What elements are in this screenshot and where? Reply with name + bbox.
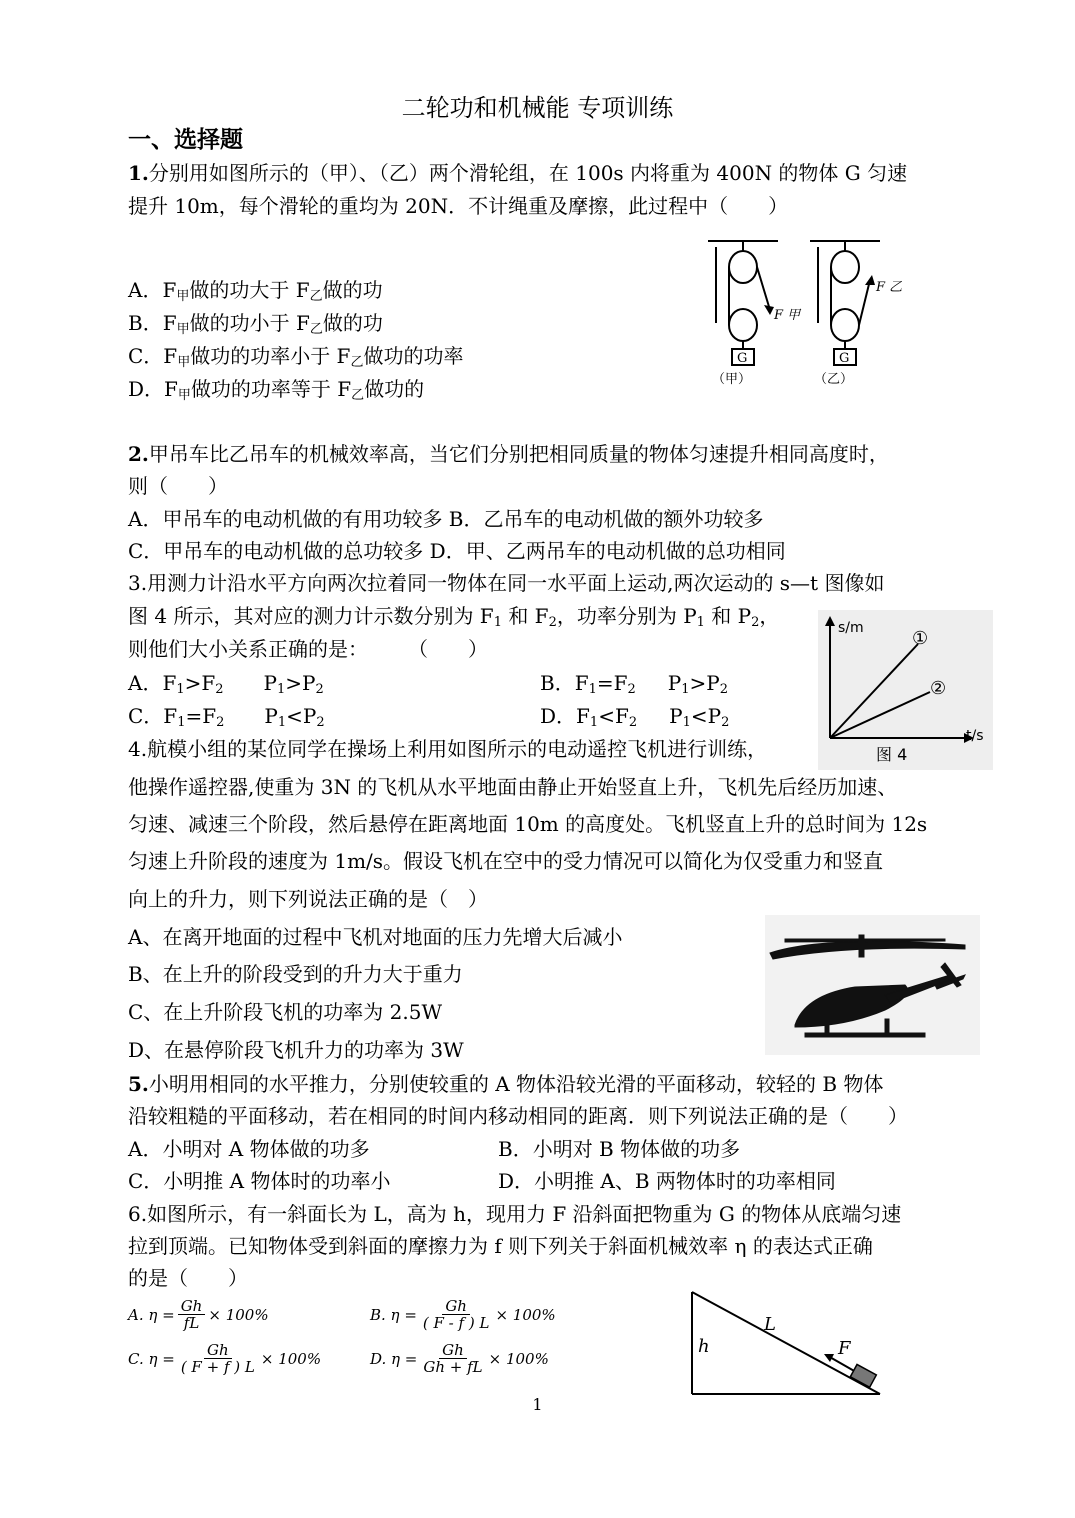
incline-block [850,1364,876,1387]
pulley-figure [700,235,930,390]
page-number: 1 [532,1395,543,1414]
q6-option-d: D. η = $\frac{Gh}{Gh + fL}$ × 100% [370,1341,549,1376]
q2-options-ab: A．甲吊车的电动机做的有用功较多 B．乙吊车的电动机做的额外功较多 [128,507,764,531]
incline-h-label: h [698,1336,710,1357]
q4-line4: 匀速上升阶段的速度为 1m/s。假设飞机在空中的受力情况可以简化为仅受重力和竖直 [128,849,884,873]
q3-line3: 则他们大小关系正确的是： （ ） [128,637,488,661]
q1-option-d: D．$F_甲$做功的功率等于 $F_乙$做功的 [128,377,425,403]
q5-option-b: B．小明对 B 物体做的功多 [498,1137,741,1161]
q1-line2: 提升 10m，每个滑轮的重均为 20N．不计绳重及摩擦，此过程中（ ） [128,194,789,218]
q3-option-d: D．$F_1<F_2$ $P_1<P_2$ [540,704,730,730]
incline-l-label: L [764,1314,776,1335]
q2-line1: 2.甲吊车比乙吊车的机械效率高，当它们分别把相同质量的物体匀速提升相同高度时， [128,442,889,466]
q6-line1: 6.如图所示，有一斜面长为 L，高为 h，现用力 F 沿斜面把物重为 G 的物体从底端匀速 [128,1202,902,1226]
st-graph [818,610,993,770]
incline-figure [688,1288,888,1400]
pulley-caption-2: （乙） [814,372,854,387]
q6-line2: 拉到顶端。已知物体受到斜面的摩擦力为 f 则下列关于斜面机械效率 η 的表达式正确 [128,1234,873,1258]
q3-option-a: A．$F_1>F_2$ $P_1>P_2$ [128,671,324,697]
q5-option-c: C．小明推 A 物体时的功率小 [128,1169,391,1193]
q4-option-c: C、在上升阶段飞机的功率为 2.5W [128,1000,443,1024]
q1-line1: 1.分别用如图所示的（甲）、（乙）两个滑轮组，在 100s 内将重为 400N 的物体 G 匀速 [128,161,908,185]
q5-option-a: A．小明对 A 物体做的功多 [128,1137,370,1161]
section-heading: 一、选择题 [128,126,243,153]
st-label-2: ② [930,678,947,699]
st-xlabel: t/s [966,728,984,744]
pulley-force-2: F 乙 [876,280,903,295]
st-ylabel: s/m [838,620,864,636]
q3-option-c: C．$F_1=F_2$ $P_1<P_2$ [128,704,325,730]
q5-option-d: D．小明推 A、B 两物体时的功率相同 [498,1169,836,1193]
q4-option-a: A、在离开地面的过程中飞机对地面的压力先增大后减小 [128,925,623,949]
q6-option-a: A. η = $\frac{Gh}{fL}$ × 100% [128,1297,269,1332]
q1-option-c: C．$F_甲$做功的功率小于 $F_乙$做功的功率 [128,344,464,370]
pulley-g-label-1: G [737,351,748,366]
q5-line2: 沿较粗糙的平面移动，若在相同的时间内移动相同的距离．则下列说法正确的是（ ） [128,1104,908,1128]
helicopter-image [765,915,980,1055]
q6-option-b: B. η = $\frac{Gh}{( F - f ) L}$ × 100% [370,1297,556,1332]
st-caption: 图 4 [876,745,908,764]
q4-line3: 匀速、减速三个阶段，然后悬停在距离地面 10m 的高度处。飞机竖直上升的总时间为 12s [128,812,928,836]
q4-line1: 4.航模小组的某位同学在操场上利用如图所示的电动遥控飞机进行训练， [128,737,768,761]
q3-line1: 3.用测力计沿水平方向两次拉着同一物体在同一水平面上运动,两次运动的 s—t 图像如 [128,571,885,595]
incline-f-label: F [838,1338,851,1359]
q1-option-b: B．$F_甲$做的功小于 $F_乙$做的功 [128,311,383,337]
pulley-g-label-2: G [839,351,850,366]
q3-option-b: B．$F_1=F_2$ $P_1>P_2$ [540,671,729,697]
q5-line1: 5.小明用相同的水平推力，分别使较重的 A 物体沿较光滑的平面移动，较轻的 B 物体 [128,1072,884,1096]
page-title: 二轮功和机械能 专项训练 [401,94,674,122]
q1-option-a: A．$F_甲$做的功大于 $F_乙$做的功 [128,278,383,304]
st-label-1: ① [912,628,929,649]
q4-line5: 向上的升力，则下列说法正确的是（ ） [128,887,488,911]
q2-line2: 则（ ） [128,474,228,498]
q2-options-cd: C．甲吊车的电动机做的总功较多 D．甲、乙两吊车的电动机做的总功相同 [128,539,786,563]
q3-line2: 图 4 所示，其对应的测力计示数分别为 $F_1$ 和 $F_2$，功率分别为 $P_1$ 和 $P_2$， [128,604,780,630]
q6-line3: 的是（ ） [128,1266,248,1290]
q4-line2: 他操作遥控器,使重为 3N 的飞机从水平地面由静止开始竖直上升，飞机先后经历加速、 [128,775,898,799]
pulley-caption-1: （甲） [712,372,752,387]
q4-option-d: D、在悬停阶段飞机升力的功率为 3W [128,1038,464,1062]
pulley-force-1: F 甲 [774,308,801,323]
q4-option-b: B、在上升的阶段受到的升力大于重力 [128,962,463,986]
q6-option-c: C. η = $\frac{Gh}{( F + f ) L}$ × 100% [128,1341,322,1376]
